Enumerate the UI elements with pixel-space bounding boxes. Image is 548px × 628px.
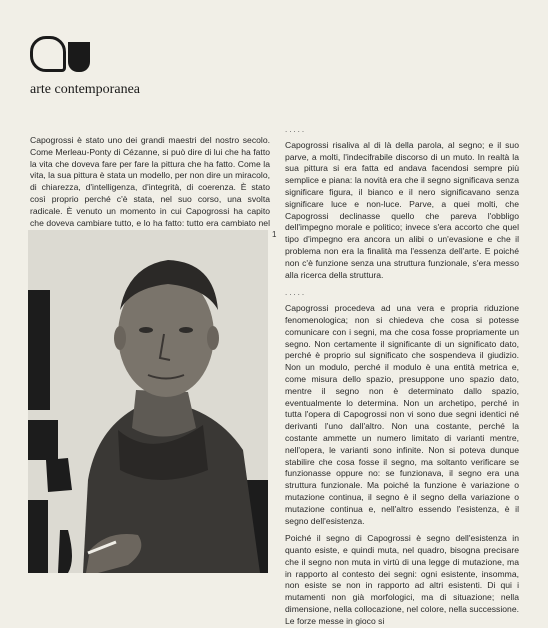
intro-paragraph: Capogrossi è stato uno dei grandi maestri del nostro secolo. Come Merleau-Ponty di Cézanne, si può dire di lui che ha fatto la vita che doveva fare per fare la pittura che ha fatto. Come la vita, la sua pittura è stata un modello, per non dire un miracolo, di chiarezza, d'intelligenza, d'integrità, di coerenza. È stato così proprio perché c'è stata, nel suo corso, una svolta radicale. È venuto un momento in cui Capogrossi ha capito che doveva cambiare tutto, e lo ha fatto: tutto era cambiato nel bbox=[30, 135, 270, 228]
portrait-illustration bbox=[28, 230, 268, 573]
section-separator: ..... bbox=[285, 125, 307, 134]
portrait-photo bbox=[28, 230, 268, 573]
right-column bbox=[285, 124, 519, 628]
magazine-logo bbox=[30, 36, 90, 72]
section-separator: ..... bbox=[285, 288, 307, 298]
figure-number: 1 bbox=[272, 230, 277, 239]
paragraph-riduzione: Capogrossi procedeva ad una vera e propria riduzione fenomenologica; non si chiedeva che cosa si potesse comunicare con i segni, ma che cosa fosse propriamente un segno. Non certamente il significante di un significato dato, perché è proprio sul significato che sospendeva il giudizio. Non un modulo, perché il modulo è una entità metrica e, come misura dello spazio, presuppone uno spazio dato, mentre il segno non è determinato dallo spazio, eventualmente lo determina. Non un archetipo, perché in tutta l'opera di Capogrossi non vi sono due segni identici né derivanti l'uno dall'altro. Non una costante, perché la costante ammette un numero limitato di varianti mentre, nell'opera, le varianti sono infinite. Non si poteva dunque stabilire che cosa fosse il segno, ma soltanto verificare se funzionasse oppure no: se funzionava, il segno era una struttura funzionale. Ma poiché la funzione è variazione o mutazione continua, il segno è il segno della variazione o mutazione continua e, nell'altro essendo l'esistenza, è il segno dell'esistenza. bbox=[285, 303, 519, 526]
paragraph-esistenza: Poiché il segno di Capogrossi è segno dell'esistenza in quanto esiste, e quindi muta, nel quadro, bisogna precisare che il segno non muta in virtù di una legge di mutazione, ma in rapporto al contesto dei segni: ogni esistente, insomma, non esiste se non in rapporto ad altri esistenti. Di qui i mutamenti non già morfologici, ma di situazione; nella dimensione, nella collocazione, nel colore, nella successione. Le forze messe in gioco si bbox=[285, 533, 519, 626]
left-column bbox=[30, 135, 270, 241]
section-subtitle: arte contemporanea bbox=[30, 82, 140, 97]
logo-letter-q bbox=[30, 36, 66, 72]
logo-letter-u bbox=[68, 42, 90, 72]
paragraph-segno: Capogrossi risaliva al di là della parola, al segno; e il suo parve, a molti, l'indecifrabile discorso di un muto. In realtà la sua pittura si era fatta ed andava facendosi sempre più semplice e piana: la novità era che il segno significava senza significare figura, il bianco e il nero significavano senza significare luce e non-luce. Parve, a quei molti, che Capogrossi declinasse quello che pareva l'obbligo dell'impegno morale e politico; invece s'era accorto che quel tipo d'impegno era ancora un alibi o un'evasione e che il problema non era la finalità ma l'essenza dell'arte. E poiché non c'è funzione senza una struttura funzionale, s'era messo alla ricerca della struttura. bbox=[285, 139, 519, 280]
